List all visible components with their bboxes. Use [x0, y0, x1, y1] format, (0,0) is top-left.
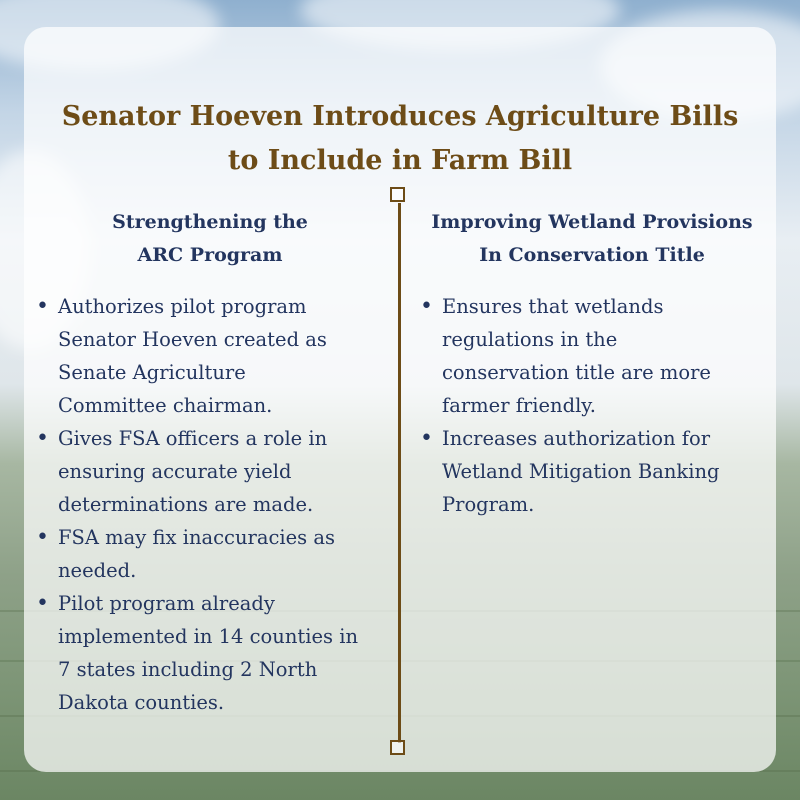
- page-title: [0, 95, 800, 183]
- item-line: implemented in 14 counties in: [58, 625, 359, 648]
- item-line: 7 states including 2 North: [58, 658, 318, 681]
- item-line: Senate Agriculture: [58, 361, 246, 384]
- item-line: Program.: [442, 493, 535, 516]
- item-line: • Ensures that wetlands: [442, 295, 664, 318]
- item-line: Wetland Mitigation Banking: [442, 460, 720, 483]
- item-line: • Gives FSA officers a role in: [58, 427, 328, 450]
- heading-line: Improving Wetland Provisions: [431, 211, 753, 233]
- heading-line: Strengthening the: [112, 211, 308, 233]
- item-line: Committee chairman.: [58, 394, 273, 417]
- list-item: [30, 422, 395, 521]
- left-bullet-list: [30, 290, 395, 719]
- right-column-heading: [412, 206, 772, 272]
- item-line: ensuring accurate yield: [58, 460, 292, 483]
- right-bullet-list: [414, 290, 774, 521]
- list-item: [30, 290, 395, 422]
- list-item: [414, 290, 774, 422]
- heading-line: In Conservation Title: [479, 244, 705, 266]
- heading-line: ARC Program: [137, 244, 283, 266]
- divider-top-square: [390, 187, 405, 202]
- item-line: conservation title are more: [442, 361, 711, 384]
- item-line: • Authorizes pilot program: [58, 295, 307, 318]
- title-line: Senator Hoeven Introduces Agriculture Bills: [61, 101, 739, 132]
- item-line: • Increases authorization for: [442, 427, 711, 450]
- title-line: to Include in Farm Bill: [227, 145, 573, 176]
- item-line: needed.: [58, 559, 137, 582]
- divider-bottom-square: [390, 740, 405, 755]
- item-line: farmer friendly.: [442, 394, 596, 417]
- column-divider: [398, 203, 401, 743]
- item-line: determinations are made.: [58, 493, 314, 516]
- item-line: Dakota counties.: [58, 691, 225, 714]
- list-item: [30, 521, 395, 587]
- item-line: regulations in the: [442, 328, 618, 351]
- item-line: • Pilot program already: [58, 592, 275, 615]
- item-line: • FSA may fix inaccuracies as: [58, 526, 336, 549]
- list-item: [414, 422, 774, 521]
- item-line: Senator Hoeven created as: [58, 328, 327, 351]
- list-item: [30, 587, 395, 719]
- left-column-heading: [60, 206, 360, 272]
